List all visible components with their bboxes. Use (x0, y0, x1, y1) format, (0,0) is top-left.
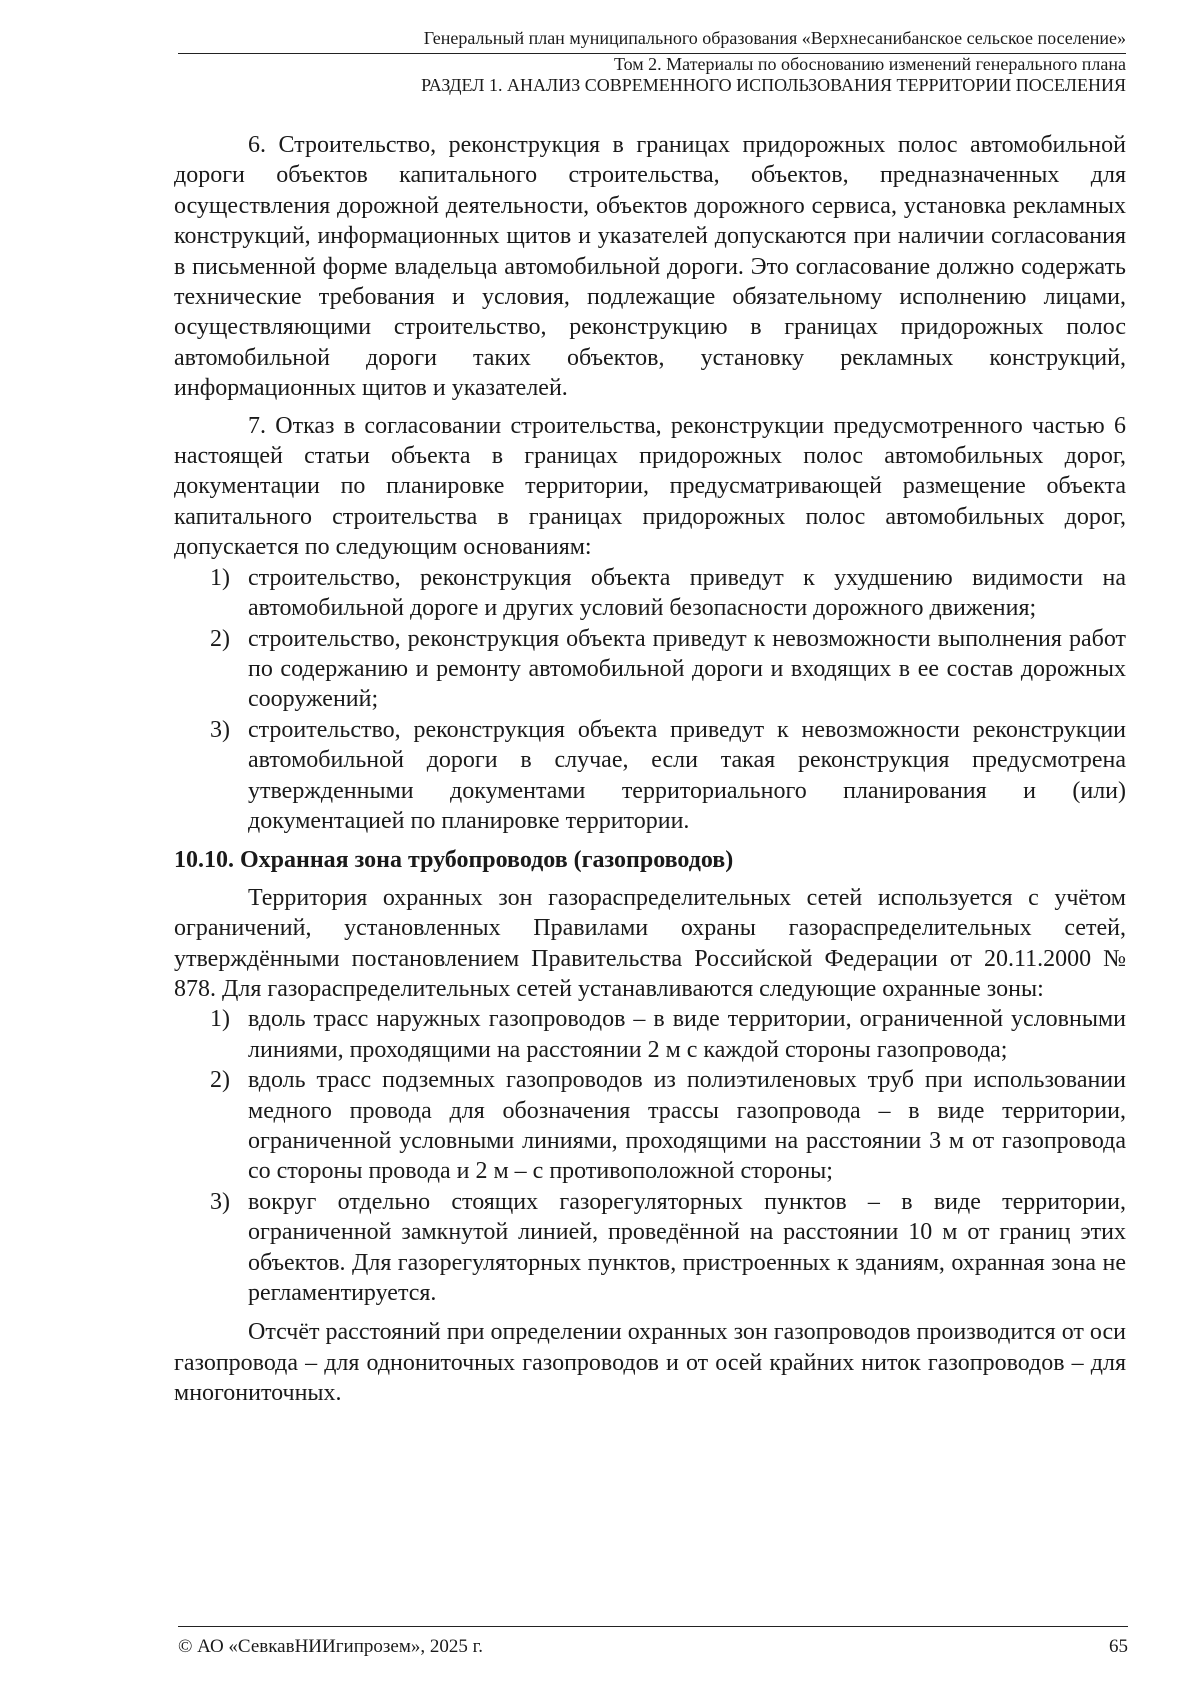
volume-title: Том 2. Материалы по обоснованию изменений генерального плана (613, 54, 1126, 74)
list-item-text: вдоль трасс подземных газопроводов из полиэтиленовых труб при использовании медного провода для обозначения трассы газопровода – в виде территории, ограниченной условными линиями, проходящими на расстоянии 3 м от газопровода со стороны провода и 2 м – с противоположной стороны; (248, 1067, 1126, 1185)
page-header (178, 26, 1126, 96)
list-item-number: 3) (210, 1188, 230, 1215)
paragraph-gas-zones: Территория охранных зон газораспределительных сетей используется с учётом ограничений, установленных Правилами охраны газораспределительных сетей, утверждёнными постановлением Правительства Российской Федерации от 20.11.2000 № 878. Для газораспределительных сетей устанавливаются следующие охранные зоны: (174, 884, 1126, 1002)
list-item (174, 563, 1126, 624)
gas-zones-list (174, 1004, 1126, 1308)
page-content (174, 130, 1126, 1416)
list-item-number: 3) (210, 716, 230, 743)
document-title: Генеральный план муниципального образования «Верхнесанибанское сельское поселение» (423, 28, 1126, 48)
list-item-text: строительство, реконструкция объекта приведут к невозможности реконструкции автомобильной дороги в случае, если такая реконструкция предусмотрена утвержденными документами территориального планирования и (или) документацией по планировке территории. (248, 716, 1126, 834)
list-item (174, 624, 1126, 715)
paragraph-6: 6. Строительство, реконструкция в границах придорожных полос автомобильной дороги объектов капитального строительства, объектов, предназначенных для осуществления дорожной деятельности, объектов дорожного сервиса, установка рекламных конструкций, информационных щитов и указателей допускаются при наличии согласования в письменной форме владельца автомобильной дороги. Это согласование должно содержать технические требования и условия, подлежащие обязательному исполнению лицами, осуществляющими строительство, реконструкцию в границах придорожных полос автомобильной дороги таких объектов, установку рекламных конструкций, информационных щитов и указателей. (174, 132, 1126, 402)
paragraph-7: 7. Отказ в согласовании строительства, реконструкции предусмотренного частью 6 настоящей статьи объекта в границах придорожных полос автомобильных дорог, документации по планировке территории, предусматривающей размещение объекта капитального строительства в границах придорожных полос автомобильных дорог, допускается по следующим основаниям: (174, 412, 1126, 561)
copyright-text: © АО «СевкавНИИгипрозем», 2025 г. (178, 1636, 483, 1657)
page-footer (178, 1626, 1128, 1659)
list-item-number: 2) (210, 1067, 230, 1094)
paragraph-final: Отсчёт расстояний при определении охранных зон газопроводов производится от оси газопровода – для однониточных газопроводов и от осей крайних ниток газопроводов – для многониточных. (174, 1319, 1126, 1407)
section-title: РАЗДЕЛ 1. АНАЛИЗ СОВРЕМЕННОГО ИСПОЛЬЗОВАНИЯ ТЕРРИТОРИИ ПОСЕЛЕНИЯ (421, 75, 1126, 95)
list-item (174, 1004, 1126, 1065)
list-item (174, 1065, 1126, 1187)
refusal-grounds-list (174, 563, 1126, 837)
list-item-number: 1) (210, 1006, 230, 1033)
list-item (174, 1187, 1126, 1309)
list-item-text: строительство, реконструкция объекта приведут к ухудшению видимости на автомобильной дороге и других условий безопасности дорожного движения; (248, 564, 1126, 622)
list-item-number: 2) (210, 625, 230, 652)
section-heading: 10.10. Охранная зона трубопроводов (газопроводов) (174, 847, 734, 874)
list-item (174, 715, 1126, 837)
page-number: 65 (1109, 1636, 1128, 1657)
list-item-text: вокруг отдельно стоящих газорегуляторных пунктов – в виде территории, ограниченной замкнутой линией, проведённой на расстоянии 10 м от границ этих объектов. Для газорегуляторных пунктов, пристроенных к зданиям, охранная зона не регламентируется. (248, 1188, 1126, 1307)
list-item-text: вдоль трасс наружных газопроводов – в виде территории, ограниченной условными линиями, проходящими на расстоянии 2 м с каждой стороны газопровода; (248, 1006, 1126, 1063)
list-item-text: строительство, реконструкция объекта приведут к невозможности выполнения работ по содержанию и ремонту автомобильной дороги и входящих в ее состав дорожных сооружений; (248, 625, 1126, 713)
list-item-number: 1) (210, 564, 230, 591)
